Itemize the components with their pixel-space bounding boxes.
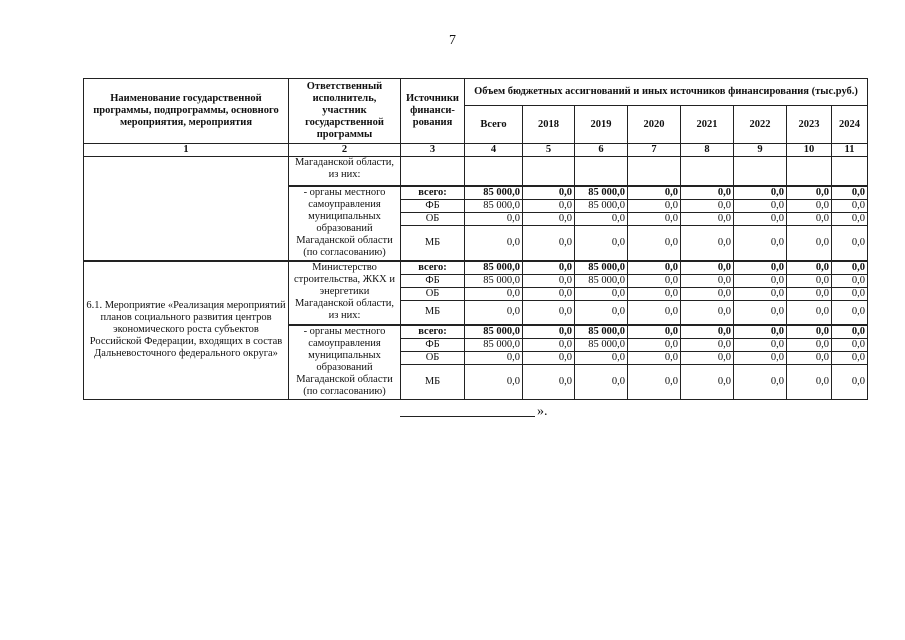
value-cell: 85 000,0 bbox=[465, 325, 523, 339]
table-row bbox=[84, 157, 868, 187]
header-volume: Объем бюджетных ассигнований и иных источников финансирования (тыс.руб.) bbox=[465, 79, 868, 106]
column-number: 5 bbox=[523, 144, 575, 157]
value-cell: 0,0 bbox=[734, 186, 787, 200]
value-cell: 0,0 bbox=[832, 339, 868, 352]
value-cell: 0,0 bbox=[681, 186, 734, 200]
value-cell: 0,0 bbox=[628, 186, 681, 200]
value-cell: 0,0 bbox=[734, 339, 787, 352]
empty-cell bbox=[628, 157, 681, 187]
value-cell: 0,0 bbox=[523, 287, 575, 300]
value-cell: 0,0 bbox=[832, 325, 868, 339]
executor-cell: - органы местного самоуправления муниципальных образований Магаданской области (по согласованию) bbox=[289, 325, 401, 400]
source-cell: ФБ bbox=[401, 200, 465, 213]
column-number: 6 bbox=[575, 144, 628, 157]
value-cell: 0,0 bbox=[832, 352, 868, 365]
value-cell: 0,0 bbox=[523, 274, 575, 287]
value-cell: 0,0 bbox=[681, 325, 734, 339]
value-cell: 0,0 bbox=[628, 261, 681, 275]
value-cell: 0,0 bbox=[628, 226, 681, 261]
value-cell: 0,0 bbox=[523, 365, 575, 400]
value-cell: 85 000,0 bbox=[465, 200, 523, 213]
empty-cell bbox=[523, 157, 575, 187]
value-cell: 0,0 bbox=[465, 213, 523, 226]
empty-cell bbox=[681, 157, 734, 187]
value-cell: 0,0 bbox=[575, 300, 628, 325]
value-cell: 0,0 bbox=[523, 261, 575, 275]
value-cell: 0,0 bbox=[832, 186, 868, 200]
value-cell: 0,0 bbox=[575, 226, 628, 261]
empty-cell bbox=[832, 157, 868, 187]
page-number: 7 bbox=[449, 33, 456, 48]
value-cell: 0,0 bbox=[787, 300, 832, 325]
value-cell: 0,0 bbox=[832, 274, 868, 287]
executor-cell: Министерство строительства, ЖКХ и энергетики Магаданской области, из них: bbox=[289, 261, 401, 326]
source-cell: ОБ bbox=[401, 287, 465, 300]
value-cell: 0,0 bbox=[734, 200, 787, 213]
value-cell: 0,0 bbox=[523, 352, 575, 365]
value-cell: 0,0 bbox=[628, 325, 681, 339]
value-cell: 0,0 bbox=[628, 352, 681, 365]
value-cell: 85 000,0 bbox=[465, 274, 523, 287]
value-cell: 85 000,0 bbox=[465, 339, 523, 352]
value-cell: 0,0 bbox=[523, 300, 575, 325]
value-cell: 85 000,0 bbox=[575, 274, 628, 287]
value-cell: 0,0 bbox=[832, 261, 868, 275]
empty-cell bbox=[734, 157, 787, 187]
empty-cell bbox=[401, 157, 465, 187]
value-cell: 0,0 bbox=[465, 365, 523, 400]
header-year: 2023 bbox=[787, 106, 832, 144]
value-cell: 0,0 bbox=[681, 261, 734, 275]
value-cell: 0,0 bbox=[465, 300, 523, 325]
header-year: 2020 bbox=[628, 106, 681, 144]
value-cell: 0,0 bbox=[832, 365, 868, 400]
value-cell: 0,0 bbox=[523, 226, 575, 261]
column-number: 9 bbox=[734, 144, 787, 157]
value-cell: 0,0 bbox=[681, 365, 734, 400]
source-cell: ФБ bbox=[401, 339, 465, 352]
value-cell: 0,0 bbox=[628, 287, 681, 300]
signature-line bbox=[400, 416, 535, 417]
header-source: Источники финанси-рования bbox=[401, 79, 465, 144]
value-cell: 0,0 bbox=[787, 186, 832, 200]
header-year: 2019 bbox=[575, 106, 628, 144]
value-cell: 0,0 bbox=[465, 352, 523, 365]
value-cell: 0,0 bbox=[523, 213, 575, 226]
source-cell: МБ bbox=[401, 226, 465, 261]
value-cell: 0,0 bbox=[787, 352, 832, 365]
value-cell: 0,0 bbox=[832, 300, 868, 325]
value-cell: 0,0 bbox=[832, 287, 868, 300]
value-cell: 0,0 bbox=[681, 226, 734, 261]
value-cell: 0,0 bbox=[787, 365, 832, 400]
header-year: 2021 bbox=[681, 106, 734, 144]
value-cell: 0,0 bbox=[832, 200, 868, 213]
value-cell: 0,0 bbox=[575, 365, 628, 400]
value-cell: 85 000,0 bbox=[575, 325, 628, 339]
value-cell: 0,0 bbox=[628, 365, 681, 400]
value-cell: 0,0 bbox=[787, 325, 832, 339]
value-cell: 0,0 bbox=[681, 339, 734, 352]
program-name-cell bbox=[84, 157, 289, 261]
value-cell: 0,0 bbox=[787, 287, 832, 300]
empty-cell bbox=[575, 157, 628, 187]
value-cell: 0,0 bbox=[575, 287, 628, 300]
header-total: Всего bbox=[465, 106, 523, 144]
value-cell: 0,0 bbox=[832, 213, 868, 226]
value-cell: 0,0 bbox=[523, 339, 575, 352]
empty-cell bbox=[465, 157, 523, 187]
value-cell: 0,0 bbox=[787, 261, 832, 275]
value-cell: 0,0 bbox=[787, 213, 832, 226]
value-cell: 0,0 bbox=[628, 274, 681, 287]
source-cell: ОБ bbox=[401, 352, 465, 365]
value-cell: 85 000,0 bbox=[575, 186, 628, 200]
value-cell: 0,0 bbox=[681, 300, 734, 325]
value-cell: 85 000,0 bbox=[575, 200, 628, 213]
value-cell: 0,0 bbox=[523, 200, 575, 213]
value-cell: 0,0 bbox=[734, 352, 787, 365]
column-number: 2 bbox=[289, 144, 401, 157]
value-cell: 0,0 bbox=[734, 226, 787, 261]
value-cell: 0,0 bbox=[681, 200, 734, 213]
value-cell: 0,0 bbox=[787, 274, 832, 287]
value-cell: 0,0 bbox=[465, 287, 523, 300]
value-cell: 0,0 bbox=[734, 325, 787, 339]
table-row bbox=[84, 261, 868, 275]
header-year: 2022 bbox=[734, 106, 787, 144]
value-cell: 0,0 bbox=[681, 213, 734, 226]
value-cell: 0,0 bbox=[681, 352, 734, 365]
column-number: 11 bbox=[832, 144, 868, 157]
header-name: Наименование государственной программы, подпрограммы, основного мероприятия, мероприятия bbox=[84, 79, 289, 144]
value-cell: 85 000,0 bbox=[575, 339, 628, 352]
measure-name-cell: 6.1. Мероприятие «Реализация мероприятий планов социального развития центров экономического роста субъектов Российской Федерации, входящих в состав Дальневосточного федерального округа» bbox=[84, 261, 289, 400]
value-cell: 85 000,0 bbox=[465, 261, 523, 275]
value-cell: 0,0 bbox=[734, 274, 787, 287]
column-number: 8 bbox=[681, 144, 734, 157]
value-cell: 0,0 bbox=[681, 287, 734, 300]
value-cell: 0,0 bbox=[734, 365, 787, 400]
budget-table bbox=[83, 78, 868, 400]
value-cell: 0,0 bbox=[734, 213, 787, 226]
executor-cell: Магаданской области, из них: bbox=[289, 157, 401, 187]
value-cell: 0,0 bbox=[628, 300, 681, 325]
source-cell: ОБ bbox=[401, 213, 465, 226]
value-cell: 0,0 bbox=[628, 339, 681, 352]
value-cell: 0,0 bbox=[734, 287, 787, 300]
source-cell: всего: bbox=[401, 186, 465, 200]
column-number: 3 bbox=[401, 144, 465, 157]
value-cell: 0,0 bbox=[734, 261, 787, 275]
value-cell: 0,0 bbox=[787, 339, 832, 352]
value-cell: 0,0 bbox=[523, 325, 575, 339]
executor-cell: - органы местного самоуправления муниципальных образований Магаданской области (по согласованию) bbox=[289, 186, 401, 261]
column-number: 4 bbox=[465, 144, 523, 157]
value-cell: 85 000,0 bbox=[465, 186, 523, 200]
source-cell: МБ bbox=[401, 300, 465, 325]
source-cell: МБ bbox=[401, 365, 465, 400]
value-cell: 0,0 bbox=[523, 186, 575, 200]
value-cell: 0,0 bbox=[628, 213, 681, 226]
closing-quote: ». bbox=[537, 404, 548, 419]
value-cell: 0,0 bbox=[787, 226, 832, 261]
source-cell: всего: bbox=[401, 261, 465, 275]
value-cell: 0,0 bbox=[787, 200, 832, 213]
value-cell: 0,0 bbox=[734, 300, 787, 325]
column-number: 10 bbox=[787, 144, 832, 157]
column-numbers-row bbox=[84, 144, 868, 157]
column-number: 7 bbox=[628, 144, 681, 157]
value-cell: 85 000,0 bbox=[575, 261, 628, 275]
value-cell: 0,0 bbox=[575, 352, 628, 365]
source-cell: всего: bbox=[401, 325, 465, 339]
value-cell: 0,0 bbox=[575, 213, 628, 226]
header-year: 2018 bbox=[523, 106, 575, 144]
header-year: 2024 bbox=[832, 106, 868, 144]
value-cell: 0,0 bbox=[681, 274, 734, 287]
column-number: 1 bbox=[84, 144, 289, 157]
header-executor: Ответственный исполнитель, участник государственной программы bbox=[289, 79, 401, 144]
source-cell: ФБ bbox=[401, 274, 465, 287]
value-cell: 0,0 bbox=[465, 226, 523, 261]
empty-cell bbox=[787, 157, 832, 187]
value-cell: 0,0 bbox=[832, 226, 868, 261]
value-cell: 0,0 bbox=[628, 200, 681, 213]
